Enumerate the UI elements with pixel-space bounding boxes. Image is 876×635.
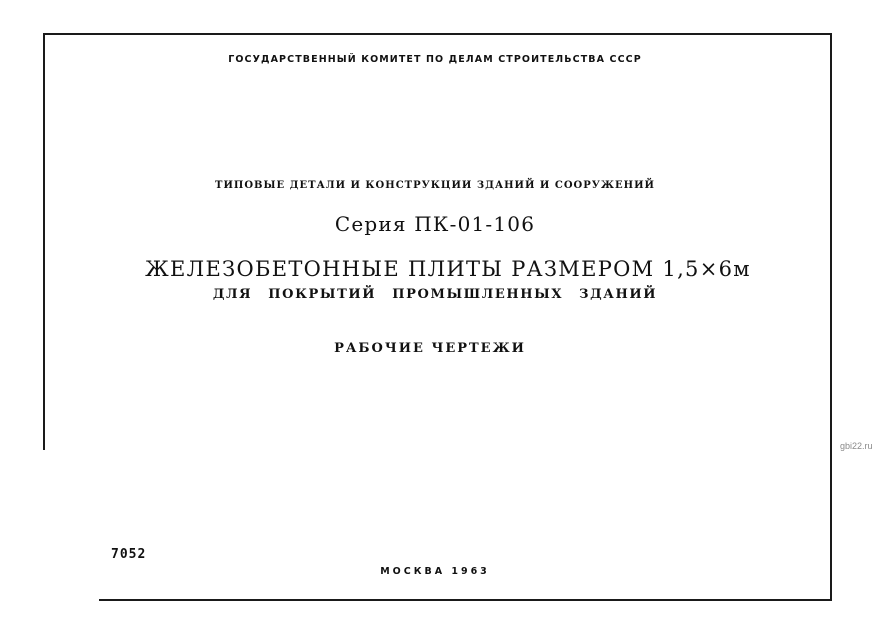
working-drawings-label: РАБОЧИЕ ЧЕРТЕЖИ: [334, 341, 526, 356]
document-title: ЖЕЛЕЗОБЕТОННЫЕ ПЛИТЫ РАЗМЕРОМ 1,5×6м: [145, 257, 751, 281]
document-number: 7052: [111, 547, 147, 562]
series-title: Серия ПК-01-106: [334, 212, 536, 236]
document-subtitle: ДЛЯ ПОКРЫТИЙ ПРОМЫШЛЕННЫХ ЗДАНИЙ: [212, 287, 658, 302]
frame-top-border: [43, 33, 832, 35]
frame-right-border: [830, 33, 832, 601]
watermark: gbi22.ru: [840, 441, 873, 451]
committee-heading: ГОСУДАРСТВЕННЫЙ КОМИТЕТ ПО ДЕЛАМ СТРОИТЕЛЬСТВА СССР: [228, 54, 642, 65]
title-frame: [43, 33, 832, 601]
frame-bottom-border: [99, 599, 832, 601]
city-year: МОСКВА 1963: [380, 566, 490, 577]
typical-details-heading: ТИПОВЫЕ ДЕТАЛИ И КОНСТРУКЦИИ ЗДАНИЙ И СООРУЖЕНИЙ: [215, 180, 655, 191]
frame-left-border: [43, 33, 45, 450]
